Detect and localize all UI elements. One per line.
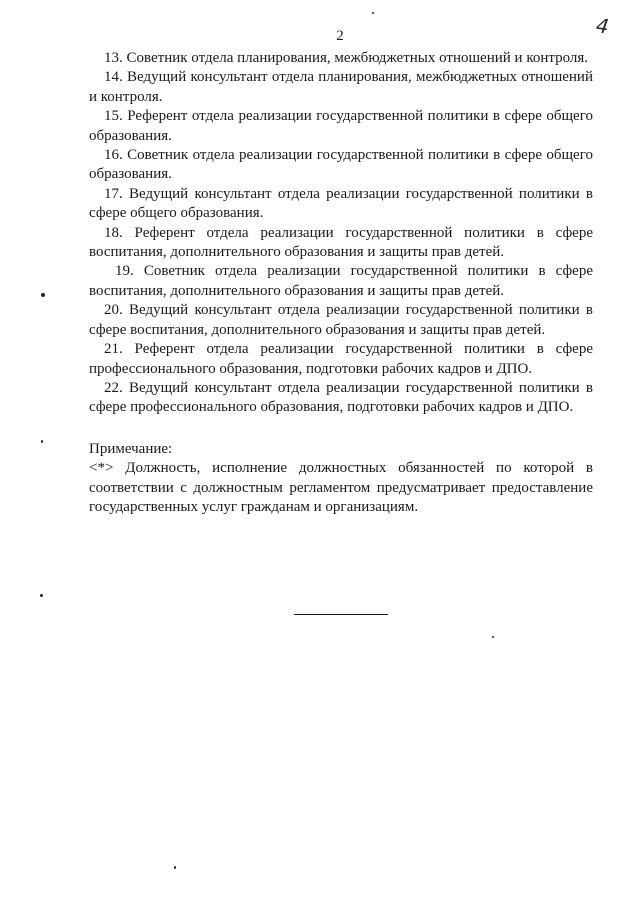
list-item: 20. Ведущий консультант отдела реализации государственной политики в сфере воспитания, дополнительного образования и защиты прав детей. [89, 302, 593, 338]
list-item: 19. Советник отдела реализации государственной политики в сфере воспитания, дополнительного образования и защиты прав детей. [89, 263, 593, 299]
list-item: 17. Ведущий консультант отдела реализации государственной политики в сфере общего образования. [89, 185, 593, 222]
scan-speck [41, 440, 43, 443]
list-item: 21. Референт отдела реализации государственной политики в сфере профессионального образования, подготовки рабочих кадров и ДПО. [89, 341, 593, 377]
closing-rule [294, 614, 388, 615]
footnote-title: Примечание: [89, 440, 173, 457]
page-number: 2 [336, 28, 344, 44]
list-item: 14. Ведущий консультант отдела планирования, межбюджетных отношений и контроля. [89, 69, 593, 105]
list-item: 15. Референт отдела реализации государственной политики в сфере общего образования. [89, 108, 593, 144]
footnote-text: <*> Должность, исполнение должностных обязанностей по которой в соответствии с должностным регламентом предусматривает предоставление государственных услуг гражданам и организациям. [89, 460, 593, 515]
scan-speck [372, 12, 374, 14]
scan-speck [41, 293, 45, 297]
scan-speck [40, 594, 43, 597]
document-body [89, 49, 593, 517]
footnote [89, 440, 593, 518]
list-item: 13. Советник отдела планирования, межбюджетных отношений и контроля. [104, 50, 589, 66]
list-item: 16. Советник отдела реализации государственной политики в сфере общего образования. [89, 147, 593, 183]
list-item: 22. Ведущий консультант отдела реализации государственной политики в сфере профессионального образования, подготовки рабочих кадров и ДПО. [89, 379, 593, 416]
corner-handwritten-mark: 4 [594, 13, 611, 39]
scan-speck [174, 866, 176, 869]
list-item: 18. Референт отдела реализации государственной политики в сфере воспитания, дополнительного образования и защиты прав детей. [89, 224, 593, 261]
scan-speck [492, 636, 494, 638]
